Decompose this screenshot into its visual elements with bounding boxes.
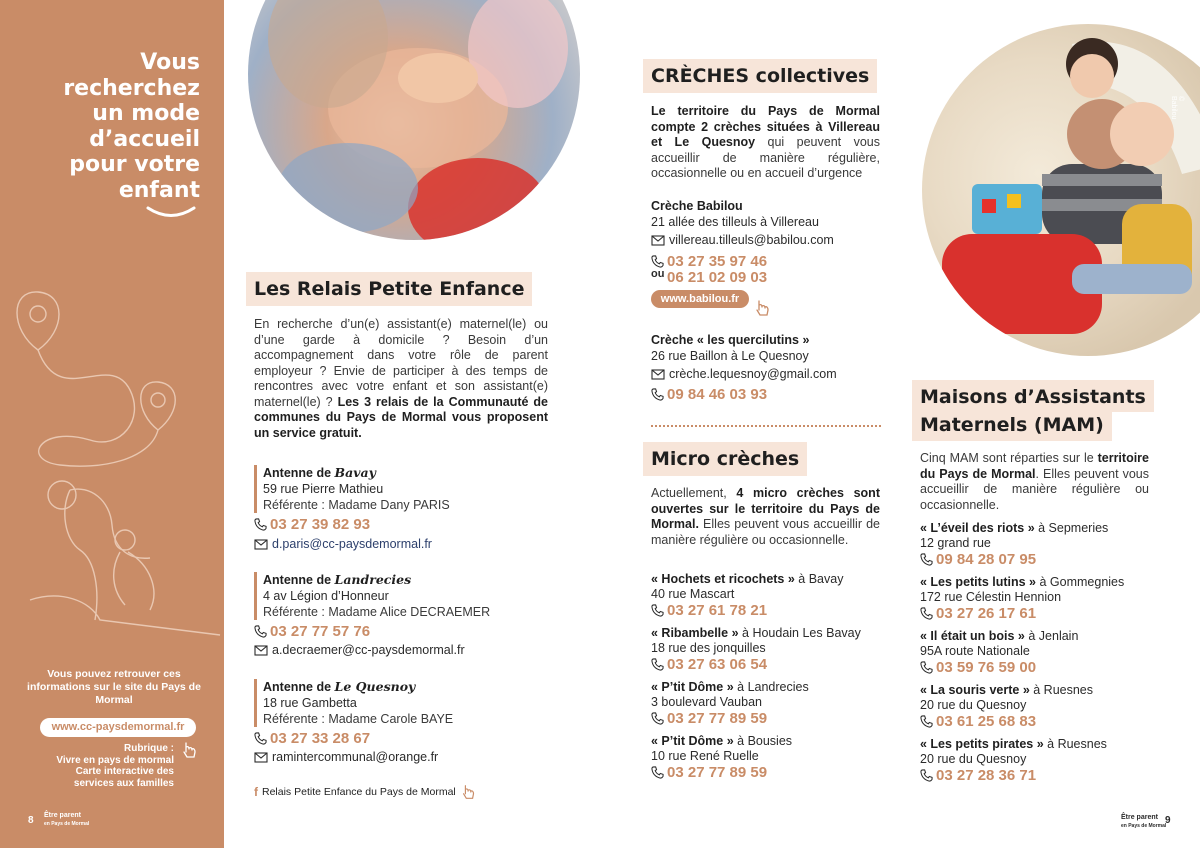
mam-item-address: 95A route Nationale — [920, 644, 1030, 658]
relais-heading: Les Relais Petite Enfance — [246, 272, 532, 306]
email-icon — [651, 368, 665, 381]
email-icon — [254, 538, 268, 551]
phone-le-quesnoy[interactable]: 03 27 33 28 67 — [254, 730, 370, 747]
mam-item-address: 172 rue Célestin Hennion — [920, 590, 1062, 604]
mam-item-title: « L’éveil des riots » à Sepmeries — [920, 521, 1109, 535]
mam-item-phone[interactable]: 03 27 26 17 61 — [920, 605, 1036, 622]
phone-icon — [920, 715, 933, 728]
creches-heading: CRÈCHES collectives — [643, 59, 877, 93]
email-icon — [254, 751, 268, 764]
phone-quercilutins[interactable]: 09 84 46 03 93 — [651, 386, 767, 403]
micro-item-title: « P’tit Dôme » à Bousies — [651, 734, 793, 748]
smile-icon — [146, 205, 196, 219]
decorative-line-art — [0, 290, 224, 660]
phone-icon — [920, 769, 933, 782]
micro-item-phone[interactable]: 03 27 77 89 59 — [651, 764, 767, 781]
mam-item-title: « Il était un bois » à Jenlain — [920, 629, 1079, 643]
phone-icon — [254, 518, 267, 531]
antenne-landrecies: Antenne de Landrecies 4 av Légion d’Honneur Référente : Madame Alice DECRAEMER — [254, 572, 490, 620]
micro-item-address: 40 rue Mascart — [651, 587, 735, 601]
mam-heading: Maisons d’Assistants — [912, 380, 1154, 412]
sidebar-rubrique: Rubrique : Vivre en pays de mormal Carte interactive des services aux familles — [56, 743, 174, 789]
phone-icon — [651, 658, 664, 671]
phone-babilou-1[interactable]: 03 27 35 97 46 — [651, 253, 767, 270]
antenne-bavay: Antenne de Bavay 59 rue Pierre Mathieu Référente : Madame Dany PARIS — [254, 465, 450, 513]
micro-item-address: 18 rue des jonquilles — [651, 641, 766, 655]
sidebar-info-text: Vous pouvez retrouver ces informations sur le site du Pays de Mormal — [27, 668, 201, 706]
phone-icon — [920, 661, 933, 674]
creche-quercilutins-address: 26 rue Baillon à Le Quesnoy — [651, 349, 809, 363]
phone-icon — [254, 625, 267, 638]
relais-intro: En recherche d’un(e) assistant(e) maternel(le) ou d’une garde à domicile ? Besoin d’un accompagnement dans votre rôle de parent employeur ? Envie de participer à des temps de rencontres avec votre enfant et son assistant(e) maternel(le) ? Les 3 relais de la Communauté de communes du Pays de Mormal vous proposent un service gratuit. — [254, 317, 548, 440]
micro-item-title: « P’tit Dôme » à Landrecies — [651, 680, 809, 694]
page-number-left: 8 — [28, 815, 34, 826]
mam-item-title: « La souris verte » à Ruesnes — [920, 683, 1094, 697]
email-quercilutins[interactable]: crèche.lequesnoy@gmail.com — [651, 367, 837, 382]
phone-icon — [651, 712, 664, 725]
email-landrecies[interactable]: a.decraemer@cc-paysdemormal.fr — [254, 643, 465, 658]
mam-item-phone[interactable]: 03 59 76 59 00 — [920, 659, 1036, 676]
photo-toddlers-playing — [922, 24, 1200, 356]
website-link[interactable]: www.cc-paysdemormal.fr — [40, 718, 196, 737]
creche-quercilutins-name: Crèche « les quercilutins » — [651, 333, 810, 347]
antenne-le-quesnoy: Antenne de Le Quesnoy 18 rue Gambetta Référente : Madame Carole BAYE — [254, 679, 453, 727]
phone-babilou-2[interactable]: 06 21 02 09 03 — [667, 269, 768, 286]
mam-intro: Cinq MAM sont réparties sur le territoire du Pays de Mormal. Elles peuvent vous accueillir de manière régulière ou occasionnelle. — [920, 451, 1149, 512]
email-icon — [254, 644, 268, 657]
phone-icon — [651, 388, 664, 401]
phone-icon — [254, 732, 267, 745]
creches-intro: Le territoire du Pays de Mormal compte 2 crèches situées à Villereau et Le Quesnoy qui peuvent vous accueillir de manière régulière, occasionnelle ou en accueil d’urgence — [651, 104, 880, 180]
micro-item-address: 3 boulevard Vauban — [651, 695, 762, 709]
brand-logo-left: Être parent en Pays de Mormal — [44, 812, 90, 827]
creche-babilou-name: Crèche Babilou — [651, 199, 743, 213]
phone-icon — [651, 604, 664, 617]
micro-item-phone[interactable]: 03 27 61 78 21 — [651, 602, 767, 619]
phone-bavay[interactable]: 03 27 39 82 93 — [254, 516, 370, 533]
mam-item-address: 12 grand rue — [920, 536, 991, 550]
micro-item-title: « Ribambelle » à Houdain Les Bavay — [651, 626, 861, 640]
mam-item-title: « Les petits pirates » à Ruesnes — [920, 737, 1107, 751]
email-bavay[interactable]: d.paris@cc-paysdemormal.fr — [254, 537, 432, 552]
mam-heading-line2: Maternels (MAM) — [912, 410, 1112, 441]
section-divider — [651, 425, 881, 427]
phone-landrecies[interactable]: 03 27 77 57 76 — [254, 623, 370, 640]
creche-babilou-address: 21 allée des tilleuls à Villereau — [651, 215, 819, 229]
email-le-quesnoy[interactable]: ramintercommunal@orange.fr — [254, 750, 438, 765]
mam-item-phone[interactable]: 09 84 28 07 95 — [920, 551, 1036, 568]
micro-item-phone[interactable]: 03 27 63 06 54 — [651, 656, 767, 673]
email-babilou[interactable]: villereau.tilleuls@babilou.com — [651, 233, 834, 248]
facebook-link[interactable]: f Relais Petite Enfance du Pays de Mormal — [254, 783, 478, 801]
brand-logo-right: Être parent en Pays de Mormal — [1121, 814, 1167, 829]
phone-icon — [651, 766, 664, 779]
phone-icon — [920, 607, 933, 620]
mam-item-address: 20 rue du Quesnoy — [920, 752, 1027, 766]
micro-item-phone[interactable]: 03 27 77 89 59 — [651, 710, 767, 727]
sidebar — [0, 0, 224, 848]
page-number-right: 9 — [1165, 815, 1171, 826]
mam-item-title: « Les petits lutins » à Gommegnies — [920, 575, 1125, 589]
email-icon — [651, 234, 665, 247]
or-label: ou — [651, 268, 665, 280]
hand-pointer-icon — [753, 298, 773, 318]
mam-item-phone[interactable]: 03 61 25 68 83 — [920, 713, 1036, 730]
babilou-website-link[interactable]: www.babilou.fr — [651, 290, 749, 308]
phone-icon — [920, 553, 933, 566]
micro-item-title: « Hochets et ricochets » à Bavay — [651, 572, 844, 586]
hand-pointer-icon — [180, 740, 200, 760]
photo-children-hands — [248, 0, 580, 240]
hand-pointer-icon — [460, 783, 478, 801]
facebook-icon: f — [254, 785, 258, 799]
micro-item-address: 10 rue René Ruelle — [651, 749, 759, 763]
mam-item-phone[interactable]: 03 27 28 36 71 — [920, 767, 1036, 784]
mam-item-address: 20 rue du Quesnoy — [920, 698, 1027, 712]
photo-credit: © Babilou — [1170, 96, 1184, 120]
micro-heading: Micro crèches — [643, 442, 807, 476]
micro-intro: Actuellement, 4 micro crèches sont ouvertes sur le territoire du Pays de Mormal. Elles peuvent vous accueillir de manière régulière ou occasionnelle. — [651, 486, 880, 547]
sidebar-title: Vous recherchez un mode d’accueil pour votre enfant — [63, 50, 200, 203]
